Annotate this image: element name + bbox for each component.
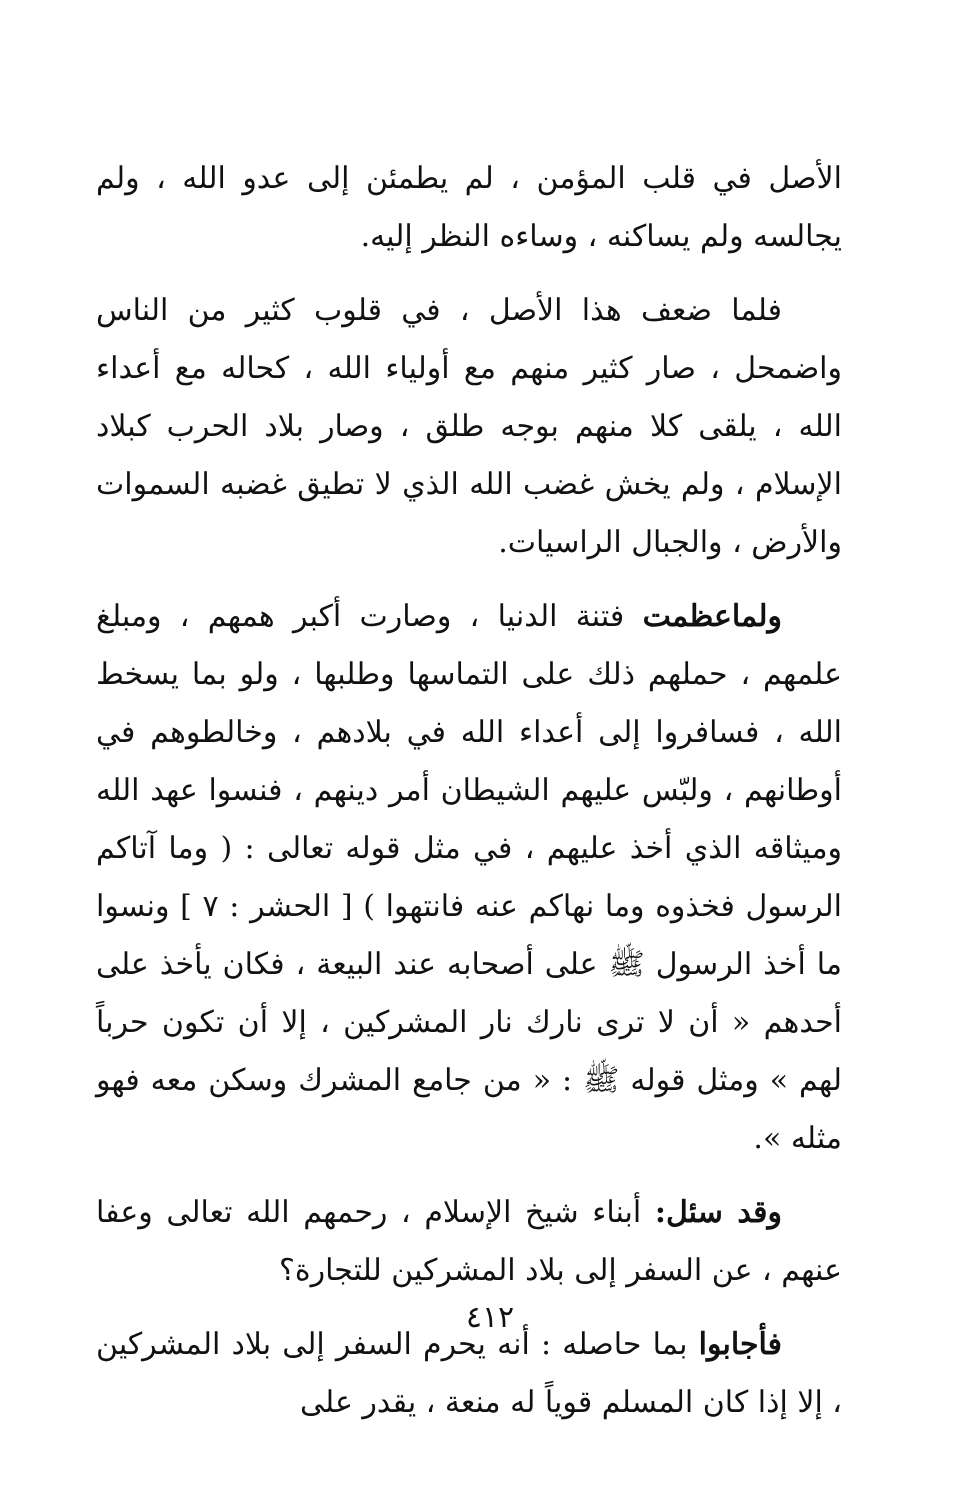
paragraph-3 bbox=[96, 588, 842, 1168]
paragraph-text: فلما ضعف هذا الأصل ، في قلوب كثير من الناس واضمحل ، صار كثير منهم مع أولياء الله ، كحاله مع أعداء الله ، يلقى كلا منهم بوجه طلق ، وصار بلاد الحرب كبلاد الإسلام ، ولم يخش غضب الله الذي لا تطيق غضبه السموات والأرض ، والجبال الراسيات. bbox=[96, 293, 842, 560]
paragraph-text: بما حاصله : أنه يحرم السفر إلى بلاد المشركين ، إلا إذا كان المسلم قوياً له منعة ، يقدر على bbox=[96, 1327, 842, 1420]
body-text bbox=[96, 150, 842, 1448]
paragraph-text: أبناء شيخ الإسلام ، رحمهم الله تعالى وعفا عنهم ، عن السفر إلى بلاد المشركين للتجارة؟ bbox=[96, 1195, 842, 1288]
paragraph-lead: فأجابوا bbox=[698, 1327, 782, 1362]
paragraph-2 bbox=[96, 282, 842, 572]
page-number: ٤١٢ bbox=[465, 1300, 515, 1335]
paragraph-4 bbox=[96, 1184, 842, 1300]
paragraph-lead: ولماعظمت bbox=[642, 599, 782, 634]
paragraph-text: فتنة الدنيا ، وصارت أكبر همهم ، ومبلغ علمهم ، حملهم ذلك على التماسها وطلبها ، ولو بما يسخط الله ، فسافروا إلى أعداء الله في بلادهم ، وخالطوهم في أوطانهم ، ولبّس عليهم الشيطان أمر دينهم ، فنسوا عهد الله وميثاقه الذي أخذ عليهم ، في مثل قوله تعالى : ( وما آتاكم الرسول فخذوه وما نهاكم عنه فانتهوا ) [ الحشر : ٧ ] ونسوا ما أخذ الرسول ﷺ على أصحابه عند البيعة ، فكان يأخذ على أحدهم « أن لا ترى نارك نار المشركين ، إلا أن تكون حرباً لهم » ومثل قوله ﷺ : « من جامع المشرك وسكن معه فهو مثله ». bbox=[96, 599, 843, 1156]
paragraph-lead: وقد سئل: bbox=[654, 1195, 782, 1230]
paragraph-1 bbox=[96, 150, 842, 266]
paragraph-text: الأصل في قلب المؤمن ، لم يطمئن إلى عدو الله ، ولم يجالسه ولم يساكنه ، وساءه النظر إليه. bbox=[96, 161, 842, 254]
